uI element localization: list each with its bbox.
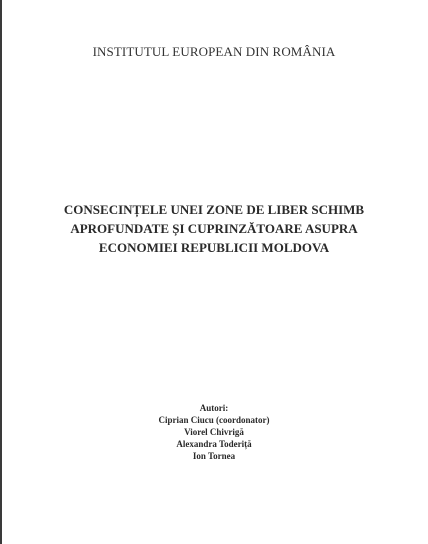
author-name: Ion Tornea — [192, 451, 236, 461]
authors-block — [0, 402, 428, 462]
title-line: ECONOMIEI REPUBLICII MOLDOVA — [98, 240, 330, 255]
author-name: Viorel Chivrigă — [184, 427, 244, 437]
page-left-border — [0, 0, 2, 544]
document-title — [20, 200, 408, 257]
authors-label: Autori: — [199, 403, 229, 413]
author-name: Alexandra Toderiță — [176, 439, 252, 449]
author-name: Ciprian Ciucu (coordonator) — [158, 415, 270, 425]
institution-name: INSTITUTUL EUROPEAN DIN ROMÂNIA — [92, 44, 336, 59]
title-line: CONSECINȚELE UNEI ZONE DE LIBER SCHIMB — [63, 202, 365, 217]
title-line: APROFUNDATE ȘI CUPRINZĂTOARE ASUPRA — [70, 221, 358, 236]
